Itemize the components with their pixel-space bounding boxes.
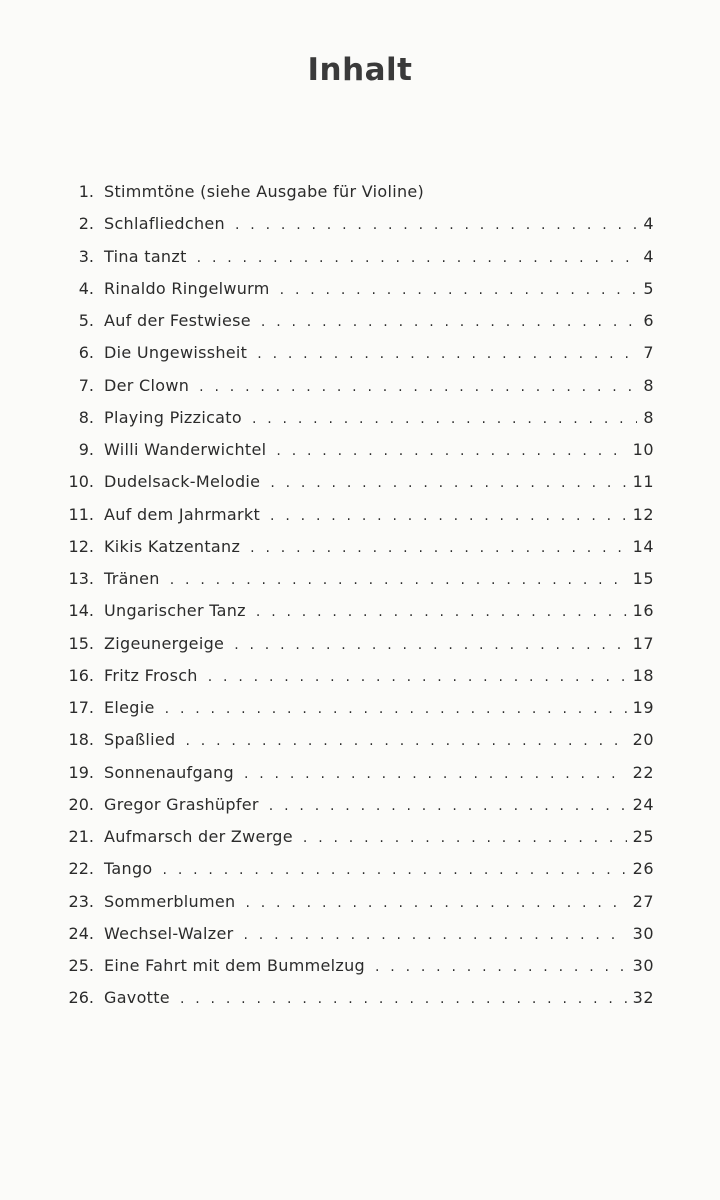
toc-entry-number: 16. [68,665,94,685]
dot-leader [280,276,638,304]
dot-leader [243,921,626,949]
toc-entry-page-number: 12 [632,504,654,524]
toc-entry-number: 9. [78,440,94,459]
toc-entry-line [104,468,654,497]
toc-entry-title: Schlafliedchen [104,214,225,234]
toc-entry-number: 22. [68,859,94,879]
toc-entry-page-number: 14 [632,536,654,556]
toc-entry-number: 8. [78,407,94,427]
dot-leader [252,405,637,433]
toc-entry-title: Gavotte [104,988,170,1008]
toc-entry [0,307,720,339]
toc-entry-line [104,920,654,949]
toc-entry-number: 23. [68,891,94,911]
toc-entry-line [104,565,654,594]
toc-entry-number: 3. [78,246,94,266]
toc-entry-page-number: 27 [632,891,654,911]
toc-entry-number: 6. [78,343,94,363]
dot-leader [257,340,637,368]
toc-entry-line [104,404,654,433]
toc-entry-title: Elegie [104,698,155,717]
toc-entry-page-number: 8 [643,375,654,395]
dot-leader [244,760,627,788]
toc-entry-page-number: 22 [632,762,654,782]
toc-entry-number: 13. [68,569,94,588]
toc-entry-number: 12. [68,536,94,556]
toc-entry-number: 17. [68,698,94,717]
toc-entry-number: 18. [68,730,94,750]
toc-entry-page-number: 26 [632,859,654,879]
toc-entry [0,920,720,952]
toc-entry [0,662,720,694]
toc-entry [0,533,720,565]
toc-entry-title: Auf dem Jahrmarkt [104,504,261,524]
toc-entry-title: Aufmarsch der Zwerge [104,827,293,846]
toc-entry-page-number: 17 [632,633,654,653]
toc-entry-line [104,210,654,239]
dot-leader [269,792,627,820]
toc-entry-number: 25. [68,956,94,975]
toc-entry-title: Wechsel-Walzer [104,923,234,943]
toc-entry [0,565,720,597]
dot-leader [250,534,626,562]
toc-entry-title: Zigeunergeige [104,633,225,653]
toc-entry-line [104,952,654,981]
dot-leader [208,663,627,691]
toc-entry-line [104,275,654,304]
toc-entry [0,630,720,662]
toc-entry-number: 14. [68,601,94,621]
toc-entry-title: Die Ungewissheit [104,343,248,363]
toc-entry-line [104,178,654,206]
toc-entry-page-number: 24 [632,794,654,814]
toc-entry-title: Ungarischer Tanz [104,601,246,621]
toc-entry-number: 4. [78,278,94,298]
toc-entry-page-number: 32 [632,988,654,1008]
toc-entry-number: 1. [78,182,94,201]
toc-entry-number: 15. [68,633,94,653]
toc-entry-page-number: 5 [643,278,654,298]
toc-entry-number: 11. [68,504,94,524]
toc-entry-line [104,372,654,401]
dot-leader [375,953,627,981]
toc-entry [0,597,720,629]
toc-entry-title: Stimmtöne (siehe Ausgabe für Violine) [104,182,425,201]
table-of-contents [0,178,720,1017]
dot-leader [303,824,627,852]
toc-entry-title: Eine Fahrt mit dem Bummelzug [104,956,365,975]
toc-entry-title: Willi Wanderwichtel [104,440,267,459]
toc-entry-line [104,823,654,852]
toc-entry [0,372,720,404]
toc-entry-number: 7. [78,375,94,395]
toc-entry-line [104,243,654,272]
toc-entry-line [104,307,654,336]
dot-leader [234,631,626,659]
toc-entry [0,436,720,468]
toc-entry-page-number: 15 [632,569,654,588]
toc-entry-title: Der Clown [104,375,190,395]
toc-entry-number: 24. [68,923,94,943]
dot-leader [256,598,627,626]
toc-entry-number: 20. [68,794,94,814]
toc-entry-page-number: 20 [632,730,654,750]
toc-entry [0,888,720,920]
toc-entry [0,210,720,242]
toc-entry-page-number: 30 [632,923,654,943]
toc-entry-title: Spaßlied [104,730,176,750]
toc-entry-line [104,501,654,530]
toc-entry-title: Tina tanzt [104,246,187,266]
dot-leader [186,727,627,755]
toc-entry-title: Fritz Frosch [104,665,198,685]
toc-entry-page-number: 25 [632,827,654,846]
toc-entry-line [104,694,654,723]
toc-entry-page-number: 6 [643,311,654,330]
toc-entry-page-number: 7 [643,343,654,363]
toc-entry-line [104,662,654,691]
toc-entry [0,243,720,275]
toc-entry [0,694,720,726]
toc-entry-page-number: 16 [632,601,654,621]
toc-entry [0,952,720,984]
dot-leader [180,985,627,1013]
dot-leader [165,695,627,723]
toc-entry-line [104,597,654,626]
dot-leader [197,244,638,272]
toc-entry [0,855,720,887]
dot-leader [170,566,627,594]
dot-leader [261,308,637,336]
toc-entry-line [104,533,654,562]
toc-entry-title: Sommerblumen [104,891,236,911]
toc-entry-page-number: 4 [643,246,654,266]
toc-entry-title: Rinaldo Ringelwurm [104,278,270,298]
dot-leader [199,373,637,401]
dot-leader [245,889,626,917]
toc-entry [0,468,720,500]
toc-entry-title: Playing Pizzicato [104,407,242,427]
toc-entry-line [104,436,654,465]
toc-entry-page-number: 18 [632,665,654,685]
toc-entry-line [104,759,654,788]
toc-entry-line [104,726,654,755]
toc-entry-title: Kikis Katzentanz [104,536,241,556]
toc-entry-title: Tränen [104,569,160,588]
toc-entry [0,275,720,307]
toc-entry-line [104,888,654,917]
toc-entry-line [104,984,654,1013]
toc-entry-number: 19. [68,762,94,782]
toc-entry [0,984,720,1016]
toc-entry-page-number: 19 [632,698,654,717]
toc-entry-title: Dudelsack-Melodie [104,472,261,492]
toc-entry-title: Sonnenaufgang [104,762,234,782]
toc-entry-title: Gregor Grashüpfer [104,794,259,814]
toc-entry-page-number: 10 [632,440,654,459]
toc-entry-title: Auf der Festwiese [104,311,251,330]
toc-entry-page-number: 8 [643,407,654,427]
toc-entry-line [104,855,654,884]
toc-entry-number: 26. [68,988,94,1008]
page-title: Inhalt [307,52,413,88]
toc-entry-number: 5. [78,311,94,330]
toc-entry-number: 2. [78,214,94,234]
toc-entry-line [104,791,654,820]
toc-entry [0,339,720,371]
dot-leader [235,211,637,239]
toc-entry-page-number: 11 [632,472,654,492]
toc-entry-line [104,630,654,659]
toc-entry [0,501,720,533]
toc-entry [0,759,720,791]
toc-entry-line [104,339,654,368]
toc-entry-number: 10. [68,472,94,492]
dot-leader [270,469,626,497]
toc-entry [0,823,720,855]
toc-entry-title: Tango [104,859,153,879]
toc-entry-page-number: 30 [632,956,654,975]
toc-entry [0,726,720,758]
dot-leader [276,437,626,465]
dot-leader [270,502,627,530]
toc-entry [0,404,720,436]
toc-entry-page-number: 4 [643,214,654,234]
dot-leader [163,856,627,884]
toc-entry [0,178,720,210]
toc-entry-number: 21. [68,827,94,846]
toc-entry [0,791,720,823]
